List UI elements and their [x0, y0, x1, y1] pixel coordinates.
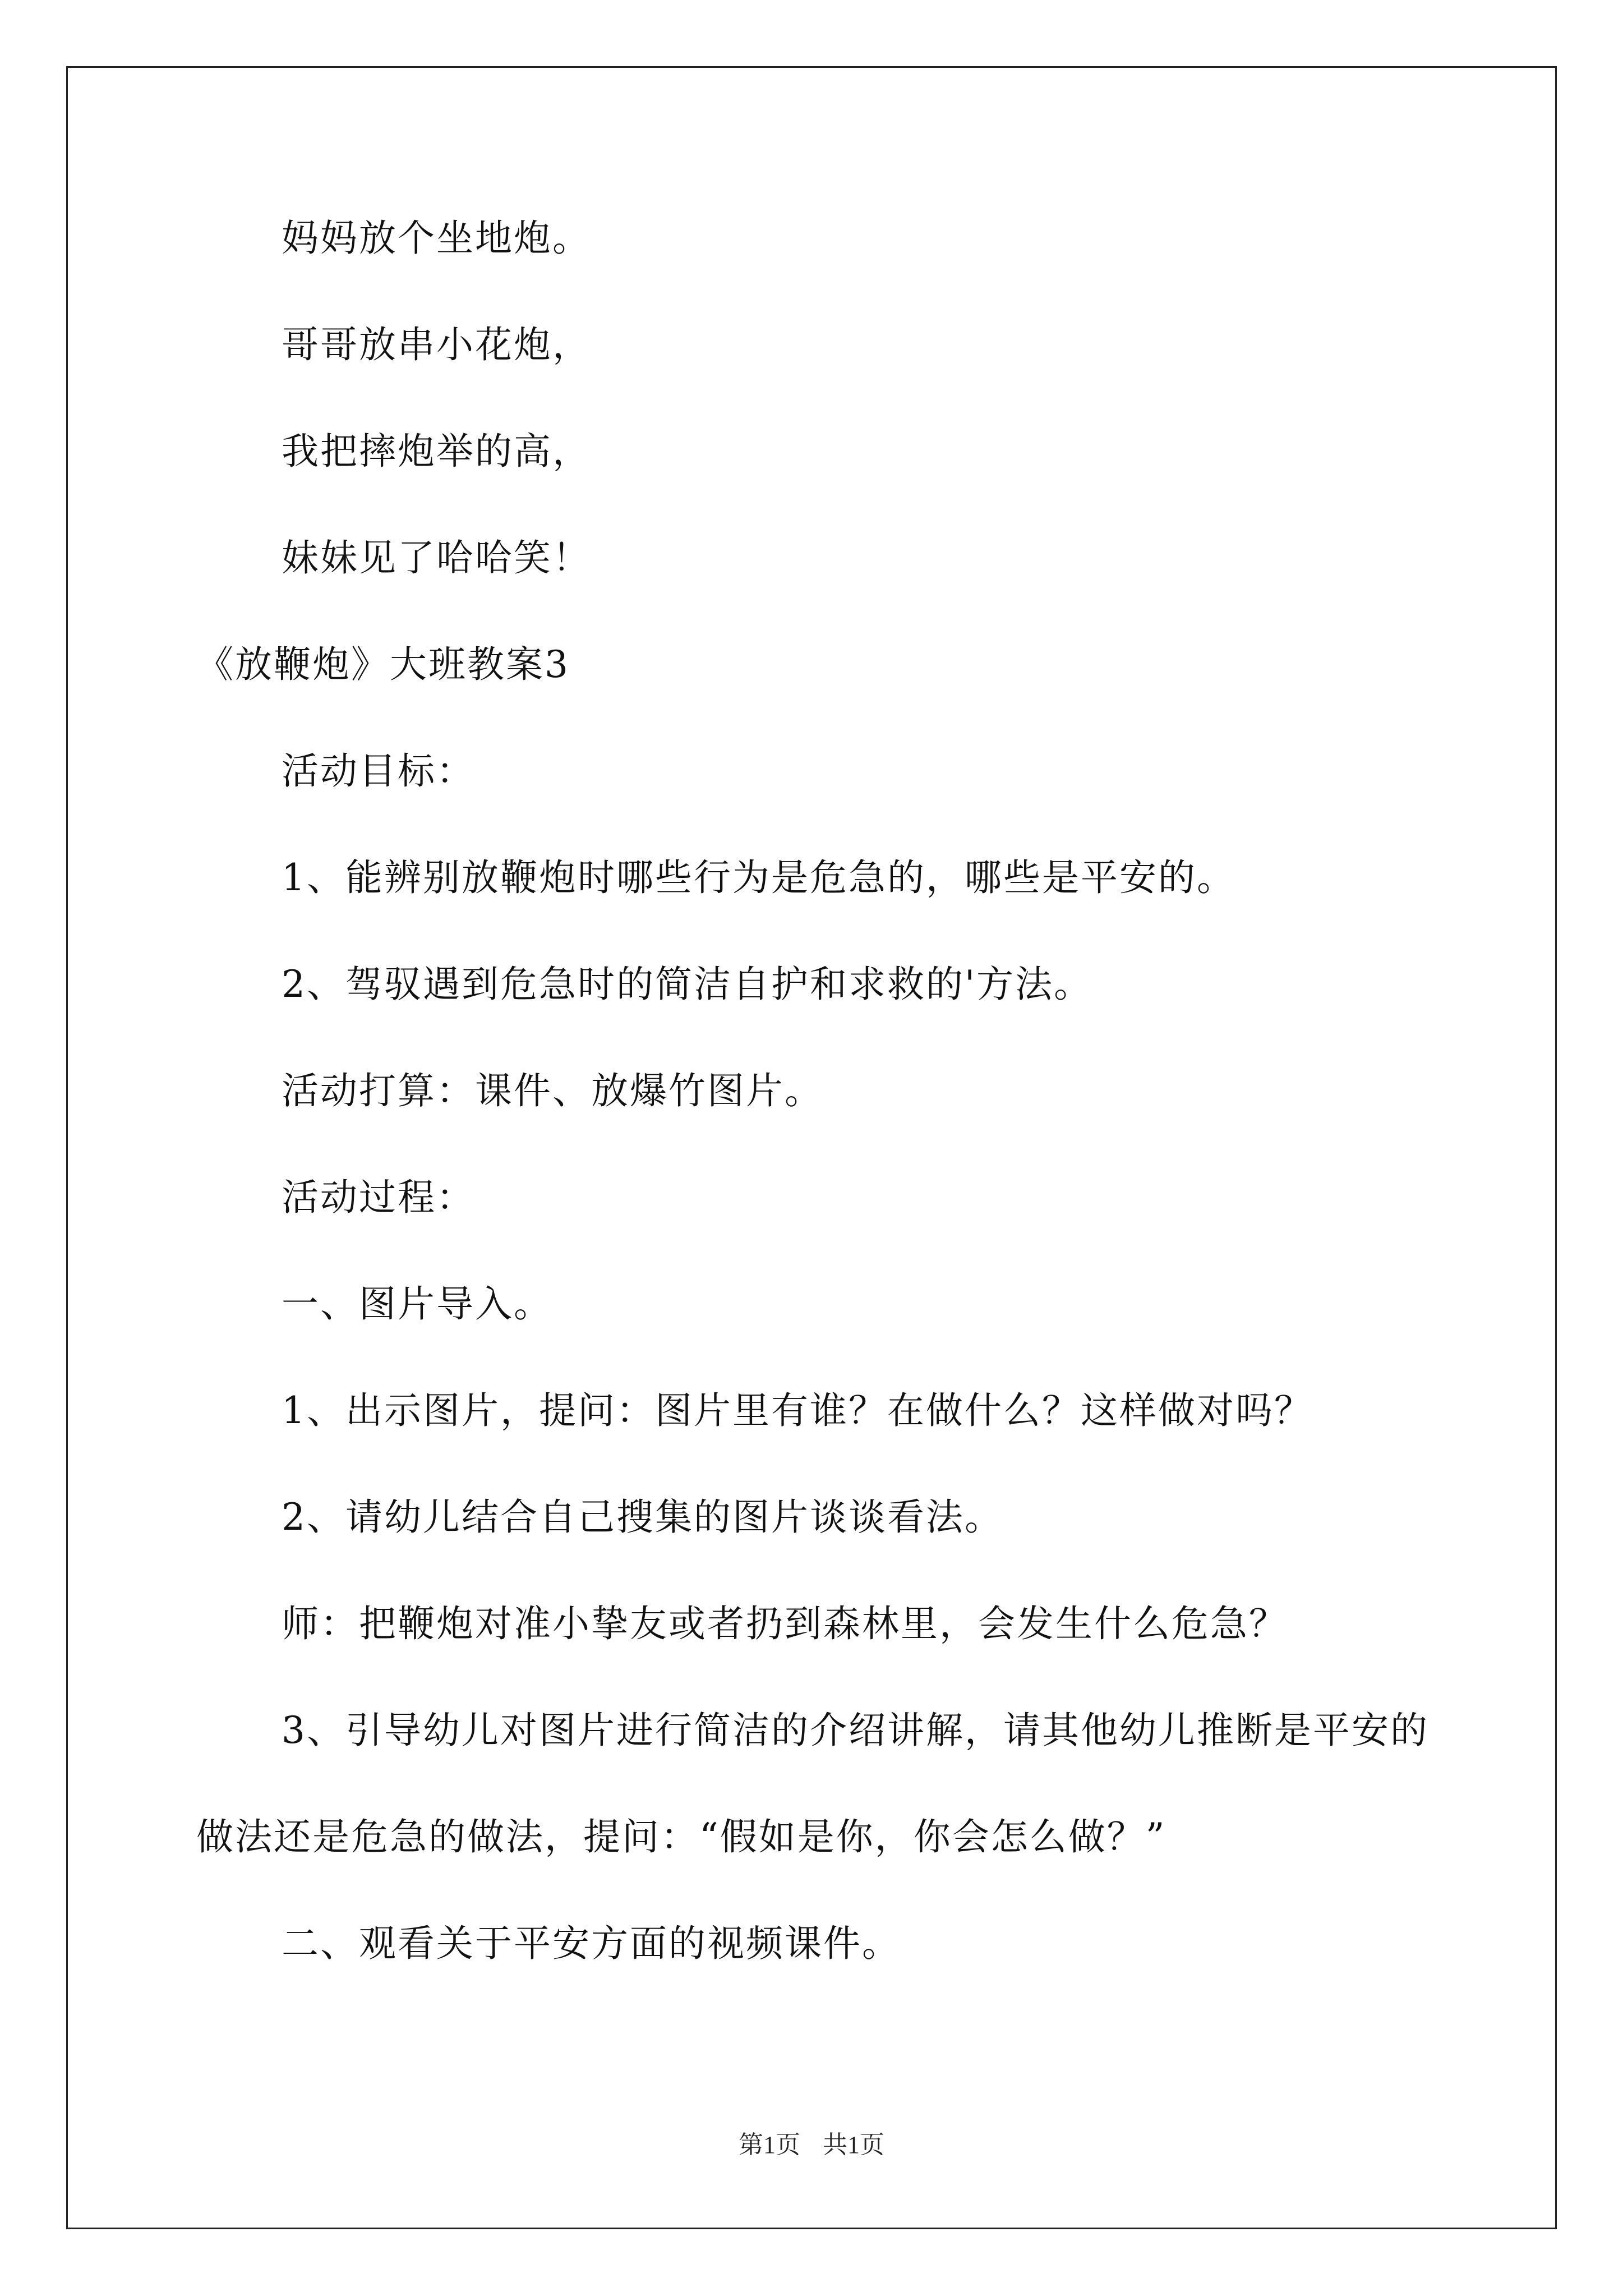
paragraph: 2、请幼儿结合自己搜集的图片谈谈看法。 — [282, 1496, 1003, 1539]
paragraph: 师：把鞭炮对准小挚友或者扔到森林里，会发生什么危急？ — [282, 1602, 1288, 1645]
current-page-label: 第1页 — [739, 2131, 800, 2159]
paragraph: 一、图片导入。 — [282, 1282, 552, 1326]
paragraph: 哥哥放串小花炮， — [282, 323, 591, 366]
paragraph: 2、驾驭遇到危急时的简洁自护和求救的'方法。 — [282, 963, 1093, 1006]
paragraph: 活动打算：课件、放爆竹图片。 — [282, 1069, 823, 1112]
paragraph: 妈妈放个坐地炮。 — [282, 217, 591, 260]
paragraph: 3、引导幼儿对图片进行简洁的介绍讲解，请其他幼儿推断是平安的做法还是危急的做法，提问：“假如是你，你会怎么做？” — [196, 1709, 1429, 1858]
paragraph: 二、观看关于平安方面的视频课件。 — [282, 1922, 901, 1965]
section-title: 《放鞭炮》大班教案3 — [196, 643, 570, 686]
paragraph: 1、能辨别放鞭炮时哪些行为是危急的，哪些是平安的。 — [282, 856, 1235, 899]
paragraph: 活动过程： — [282, 1176, 475, 1219]
document-body — [196, 213, 1447, 2025]
paragraph: 妹妹见了哈哈笑！ — [282, 536, 591, 579]
paragraph: 我把摔炮举的高， — [282, 430, 591, 473]
page-footer — [0, 2124, 1623, 2160]
total-pages-label: 共1页 — [823, 2131, 884, 2159]
paragraph: 活动目标： — [282, 749, 475, 793]
paragraph: 1、出示图片，提问：图片里有谁？在做什么？这样做对吗？ — [282, 1389, 1313, 1432]
